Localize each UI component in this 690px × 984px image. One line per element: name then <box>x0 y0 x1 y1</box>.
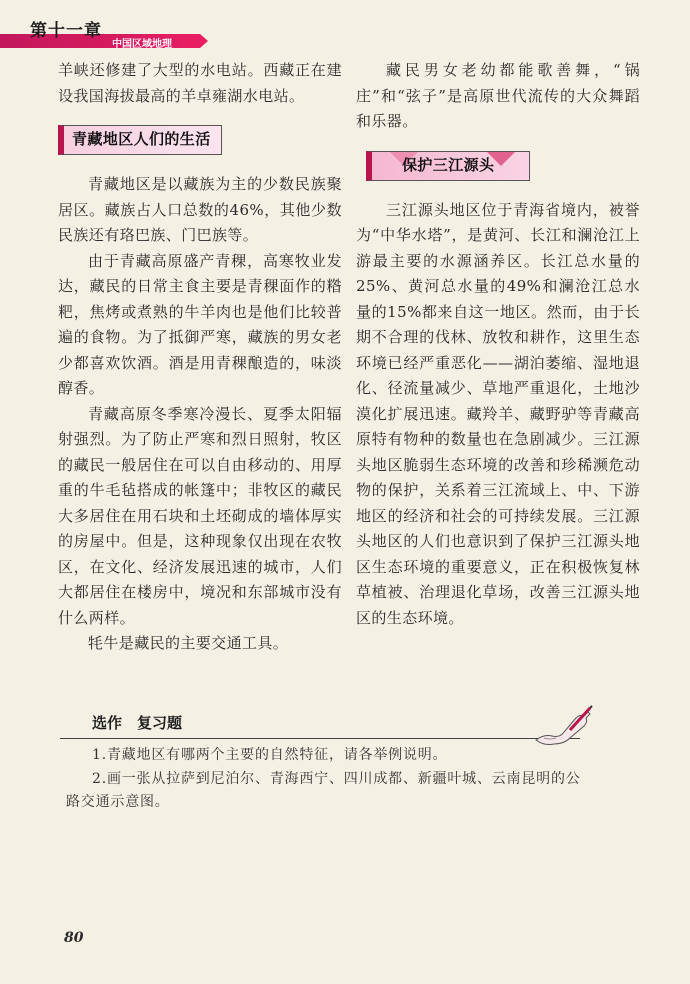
right-column <box>356 58 640 631</box>
exercise-question-2-continued: 路交通示意图。 <box>66 794 170 810</box>
left-paragraph: 青藏地区是以藏族为主的少数民族聚居区。藏族占人口总数的46%，其他少数民族还有珞巴族、门巴族等。 <box>58 175 342 244</box>
exercise-divider <box>60 738 580 739</box>
left-paragraph: 由于青藏高原盛产青稞，高寒牧业发达，藏民的日常主食主要是青稞面作的糌粑，焦烤或煮熟的牛羊肉也是他们比较普遍的食物。为了抵御严寒，藏族的男女老少都喜欢饮酒。酒是用青稞酿造的，味淡醇香。 <box>58 251 342 397</box>
section-title-life-text: 青藏地区人们的生活 <box>72 130 211 148</box>
left-intro-paragraph: 羊峡还修建了大型的水电站。西藏正在建设我国海拔最高的羊卓雍湖水电站。 <box>58 61 342 105</box>
left-column <box>58 58 342 657</box>
exercise-title: 选作 复习题 <box>92 714 183 732</box>
chapter-subtitle: 中国区域地理 <box>112 39 172 50</box>
exercise-question-2: 2.画一张从拉萨到尼泊尔、青海西宁、四川成都、新疆叶城、云南昆明的公 <box>92 771 581 787</box>
left-paragraph: 牦牛是藏民的主要交通工具。 <box>88 634 289 652</box>
section-title-sanjiangyuan-text: 保护三江源头 <box>402 155 495 174</box>
page-number: 80 <box>64 930 84 946</box>
right-intro-paragraph: 藏民男女老幼都能歌善舞，“锅庄”和“弦子”是高原世代流传的大众舞蹈和乐器。 <box>356 61 640 130</box>
chapter-label: 第十一章 <box>30 21 102 41</box>
right-paragraph: 三江源头地区位于青海省境内，被誉为“中华水塔”，是黄河、长江和澜沧江上游最主要的水源涵养区。长江总水量的25%、黄河总水量的49%和澜沧江总水量的15%都来自这一地区。然而，由于长期不合理的伐林、放牧和耕作，这里生态环境已经严重恶化——湖泊萎缩、湿地退化、径流量减少、草地严重退化，土地沙漠化扩展迅速。藏羚羊、藏野驴等青藏高原特有物种的数量也在急剧减少。三江源头地区脆弱生态环境的改善和珍稀濒危动物的保护，关系着三江流域上、中、下游地区的经济和社会的可持续发展。三江源头地区的人们也意识到了保护三江源头地区生态环境的重要意义，正在积极恢复林草植被、治理退化草场，改善三江源头地区的生态环境。 <box>356 200 640 627</box>
section-title-sanjiangyuan <box>366 151 530 181</box>
hand-pencil-icon <box>530 704 594 748</box>
section-title-life <box>58 125 222 155</box>
left-paragraph: 青藏高原冬季寒冷漫长、夏季太阳辐射强烈。为了防止严寒和烈日照射，牧区的藏民一般居住在可以自由移动的、用厚重的牛毛毡搭成的帐篷中；非牧区的藏民大多居住在用石块和土坯砌成的墙体厚实的房屋中。但是，这种现象仅出现在农牧区，在文化、经济发展迅速的城市，人们大都居住在楼房中，境况和东部城市没有什么两样。 <box>58 404 342 627</box>
exercise-question-1: 1.青藏地区有哪两个主要的自然特征，请各举例说明。 <box>92 747 448 763</box>
